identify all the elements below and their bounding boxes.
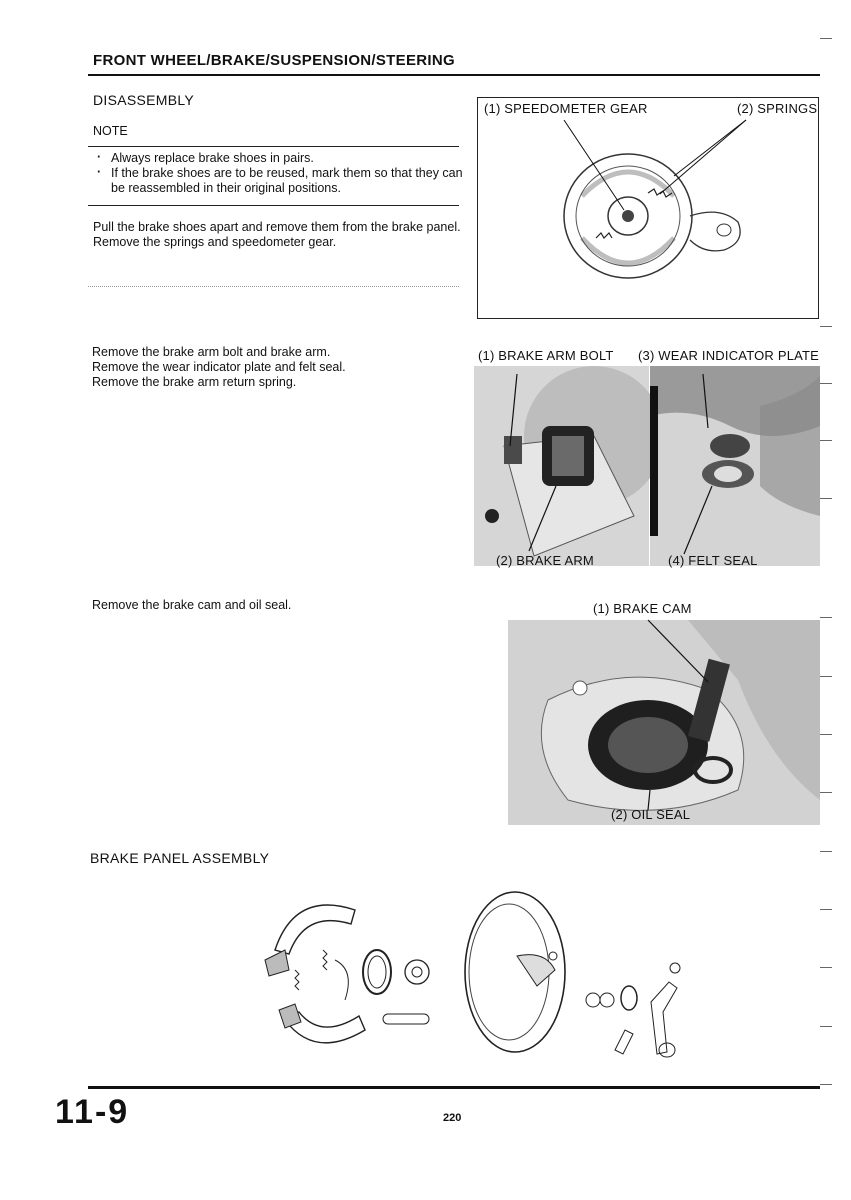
margin-tick bbox=[820, 38, 832, 39]
note-bottom-rule bbox=[88, 205, 459, 206]
margin-tick bbox=[820, 792, 832, 793]
step-divider bbox=[88, 286, 459, 287]
speedometer-gear-label: (1) SPEEDOMETER GEAR bbox=[484, 101, 648, 116]
header-rule bbox=[88, 74, 820, 76]
brake-arm-bolt-label: (1) BRAKE ARM BOLT bbox=[478, 348, 614, 363]
disassembly-paragraph bbox=[93, 220, 463, 250]
brake-arm-photo bbox=[474, 366, 649, 566]
brake-cam-instruction: Remove the brake cam and oil seal. bbox=[92, 598, 292, 612]
section-title: FRONT WHEEL/BRAKE/SUSPENSION/STEERING bbox=[93, 52, 455, 69]
speedometer-figure bbox=[477, 97, 819, 319]
margin-tick bbox=[820, 909, 832, 910]
instruction-line: Remove the brake arm return spring. bbox=[92, 375, 297, 389]
brake-cam-drawing bbox=[508, 620, 820, 825]
brake-cam-label: (1) BRAKE CAM bbox=[593, 601, 692, 616]
note-item: · If the brake shoes are to be reused, mark them so that they can be reassembled in their original positions. bbox=[93, 166, 463, 196]
margin-tick bbox=[820, 383, 832, 384]
margin-tick bbox=[820, 326, 832, 327]
wear-indicator-plate-label: (3) WEAR INDICATOR PLATE bbox=[638, 348, 820, 363]
footer-rule bbox=[88, 1086, 820, 1089]
note-list bbox=[93, 151, 463, 196]
instruction-line: Remove the brake arm bolt and brake arm. bbox=[92, 345, 331, 359]
margin-tick bbox=[820, 1026, 832, 1027]
brake-arm-drawing bbox=[474, 366, 649, 566]
section-page-number: 11-9 bbox=[55, 1093, 130, 1131]
paragraph-line: Pull the brake shoes apart and remove them from the brake panel. bbox=[93, 220, 461, 234]
wear-indicator-photo bbox=[650, 366, 820, 566]
note-label: NOTE bbox=[93, 124, 128, 138]
brake-panel-drawing bbox=[478, 98, 818, 318]
brake-panel-exploded-view bbox=[255, 890, 695, 1070]
brake-cam-photo bbox=[508, 620, 820, 825]
margin-tick bbox=[820, 676, 832, 677]
page-number: 220 bbox=[443, 1112, 462, 1124]
margin-tick bbox=[820, 617, 832, 618]
note-item: · Always replace brake shoes in pairs. bbox=[93, 151, 463, 166]
margin-tick bbox=[820, 734, 832, 735]
wear-indicator-drawing bbox=[650, 366, 820, 566]
oil-seal-label: (2) OIL SEAL bbox=[611, 807, 691, 822]
paragraph-line: Remove the springs and speedometer gear. bbox=[93, 235, 337, 249]
felt-seal-label: (4) FELT SEAL bbox=[668, 553, 758, 568]
brake-arm-instructions bbox=[92, 345, 462, 390]
margin-tick bbox=[820, 440, 832, 441]
brake-panel-assembly-heading: BRAKE PANEL ASSEMBLY bbox=[90, 850, 270, 866]
margin-tick bbox=[820, 498, 832, 499]
instruction-line: Remove the wear indicator plate and felt seal. bbox=[92, 360, 346, 374]
margin-tick bbox=[820, 967, 832, 968]
springs-label: (2) SPRINGS bbox=[737, 101, 818, 116]
disassembly-heading: DISASSEMBLY bbox=[93, 92, 195, 108]
margin-tick bbox=[820, 1084, 832, 1085]
brake-arm-label: (2) BRAKE ARM bbox=[496, 553, 594, 568]
margin-tick bbox=[820, 851, 832, 852]
note-top-rule bbox=[88, 146, 459, 147]
